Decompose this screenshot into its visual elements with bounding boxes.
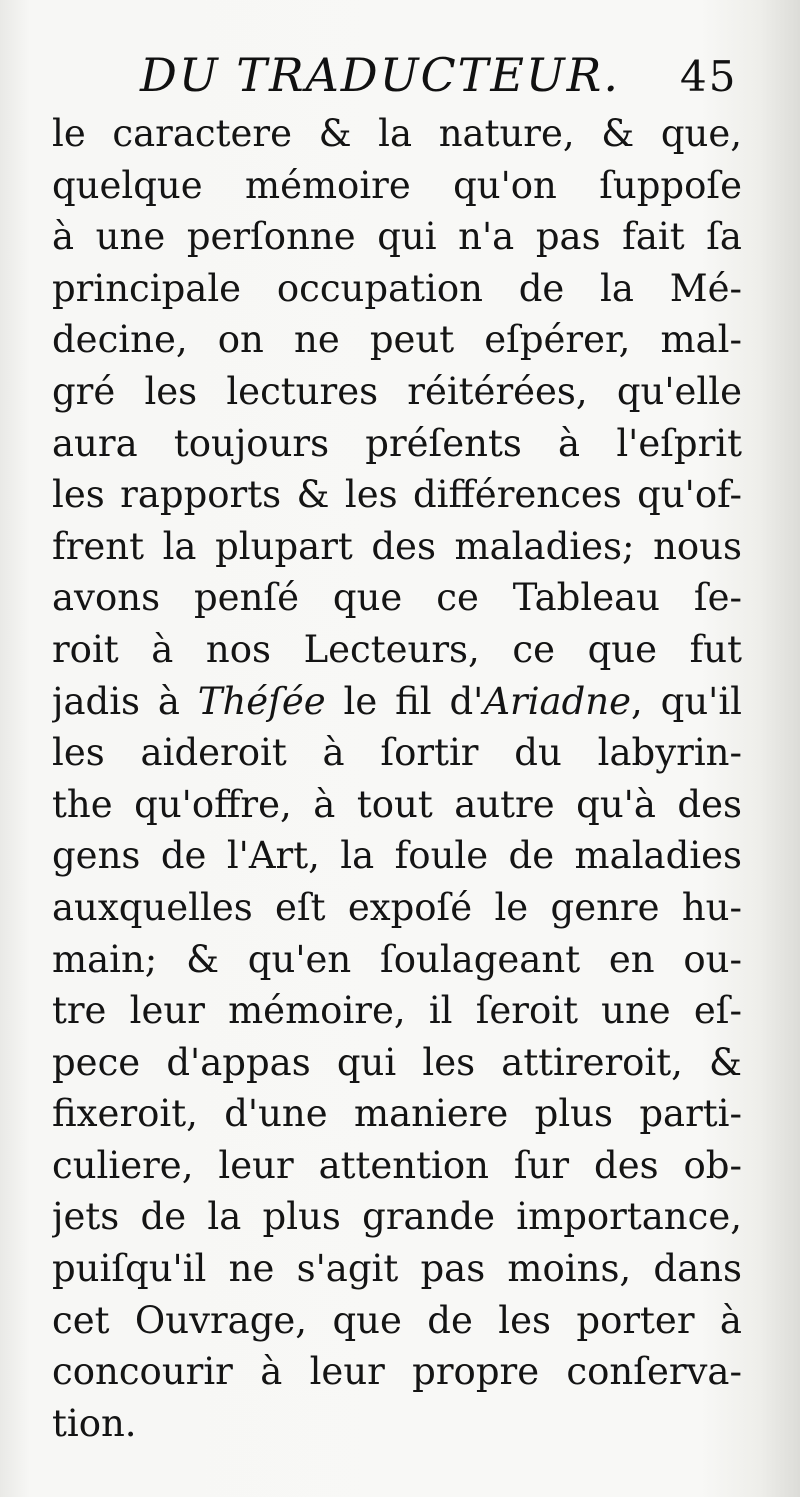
- body-text: [52, 108, 742, 1449]
- text-line: [52, 624, 742, 676]
- text-run: aura toujours préſents à l'eſprit: [52, 421, 742, 465]
- text-run: à une perſonne qui n'a pas fait ſa: [52, 215, 742, 259]
- italic-name: Théſée: [197, 679, 326, 723]
- text-run: les aideroit à ſortir du labyrin-: [52, 731, 742, 775]
- text-line: [52, 469, 742, 521]
- text-run: concourir à leur propre conſerva-: [52, 1350, 742, 1394]
- text-line: [52, 521, 742, 573]
- text-run: le fil d': [325, 679, 484, 723]
- text-line: [52, 934, 742, 986]
- text-run: gré les lectures réitérées, qu'elle: [52, 369, 742, 413]
- text-run: quelque mémoire qu'on ſuppoſe: [52, 163, 742, 207]
- text-run: le caractere & la nature, & que,: [52, 112, 742, 155]
- text-line: [52, 1243, 742, 1295]
- text-line: [52, 572, 742, 624]
- text-line: [52, 830, 742, 882]
- text-run: main; & qu'en ſoulageant en ou-: [52, 937, 742, 981]
- text-run: auxquelles eſt expoſé le genre hu-: [52, 885, 742, 929]
- text-run: puiſqu'il ne s'agit pas moins, dans: [52, 1247, 742, 1291]
- text-run: les rapports & les différences qu'of-: [52, 473, 742, 517]
- text-run: cet Ouvrage, que de les porter à: [52, 1298, 742, 1342]
- text-run: the qu'offre, à tout autre qu'à des: [52, 782, 742, 826]
- text-run: tre leur mémoire, il ſeroit une eſ-: [52, 989, 742, 1033]
- text-line: [52, 160, 742, 212]
- text-line: [52, 1295, 742, 1347]
- text-line: [52, 727, 742, 779]
- text-run: decine, on ne peut eſpérer, mal-: [52, 318, 742, 362]
- text-run: culiere, leur attention ſur des ob-: [52, 1143, 742, 1187]
- text-line: [52, 418, 742, 470]
- text-line: [52, 314, 742, 366]
- text-run: jadis à: [52, 679, 198, 723]
- text-run: fixeroit, d'une maniere plus parti-: [52, 1092, 742, 1136]
- text-line: [52, 985, 742, 1037]
- text-line: [52, 1346, 742, 1398]
- text-line: [52, 366, 742, 418]
- text-line: [52, 1037, 742, 1089]
- text-line: [52, 108, 742, 160]
- text-run: roit à nos Lecteurs, ce que fut: [52, 627, 742, 671]
- text-run: gens de l'Art, la foule de maladies: [52, 834, 742, 878]
- running-head: [140, 48, 740, 108]
- text-line: [52, 1140, 742, 1192]
- text-line: [52, 1191, 742, 1243]
- text-run: jets de la plus grande importance,: [52, 1195, 742, 1239]
- running-head-title: DU TRADUCTEUR.: [140, 48, 620, 102]
- text-line: [52, 676, 742, 728]
- page-number: 45: [680, 52, 738, 101]
- text-line: [52, 882, 742, 934]
- text-line: [52, 263, 742, 315]
- text-line: [52, 1398, 742, 1450]
- text-run: , qu'il: [631, 679, 742, 723]
- italic-name: Ariadne: [483, 679, 632, 723]
- text-run: avons penſé que ce Tableau ſe-: [52, 576, 742, 620]
- text-line: [52, 779, 742, 831]
- text-run: frent la plupart des maladies; nous: [52, 524, 742, 568]
- text-run: tion.: [52, 1401, 137, 1445]
- text-line: [52, 1088, 742, 1140]
- text-line: [52, 211, 742, 263]
- text-run: principale occupation de la Mé-: [52, 266, 742, 310]
- text-run: pece d'appas qui les attireroit, &: [52, 1040, 742, 1084]
